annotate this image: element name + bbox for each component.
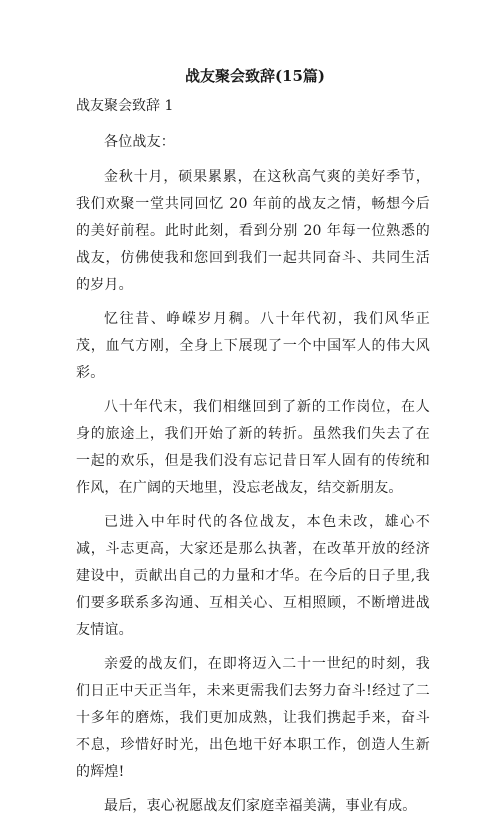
body-paragraph-2: 忆往昔、峥嵘岁月稠。八十年代初，我们风华正茂，血气方刚，全身上下展现了一个中国军人的伟大风彩。: [76, 311, 430, 381]
body-paragraph-3: 八十年代末，我们相继回到了新的工作岗位，在人身的旅途上，我们开始了新的转折。虽然我们失去了在一起的欢乐，但是我们没有忘记昔日军人固有的传统和作风，在广阔的天地里，没忘老战友，结交新朋友。: [76, 399, 430, 496]
body-paragraph-5: 亲爱的战友们，在即将迈入二十一世纪的时刻，我们日正中天正当年，未来更需我们去努力奋斗!经过了二十多年的磨炼，我们更加成熟，让我们携起手来，奋斗不息，珍惜好时光，出色地干好本职工作，创造人生新的辉煌!: [76, 656, 430, 780]
document-title: 战友聚会致辞(15篇): [184, 67, 326, 85]
body-paragraph-1: 金秋十月，硕果累累，在这秋高气爽的美好季节，我们欢聚一堂共同回忆 20 年前的战友之情，畅想今后的美好前程。此时此刻，看到分别 20 年每一位熟悉的战友，仿佛使我和您回到我们一起共同奋斗、共同生活的岁月。: [76, 169, 430, 293]
body-paragraph-4: 已进入中年时代的各位战友，本色未改，雄心不减，斗志更高，大家还是那么执著，在改革开放的经济建设中，贡献出自己的力量和才华。在今后的日子里,我们要多联系多沟通、互相关心、互相照顾，不断增进战友情谊。: [76, 514, 430, 638]
section-subtitle: 战友聚会致辞 1: [76, 98, 174, 114]
body-paragraph-6: 最后，衷心祝愿战友们家庭幸福美满，事业有成。: [104, 798, 417, 814]
greeting-paragraph: 各位战友：: [104, 134, 175, 150]
